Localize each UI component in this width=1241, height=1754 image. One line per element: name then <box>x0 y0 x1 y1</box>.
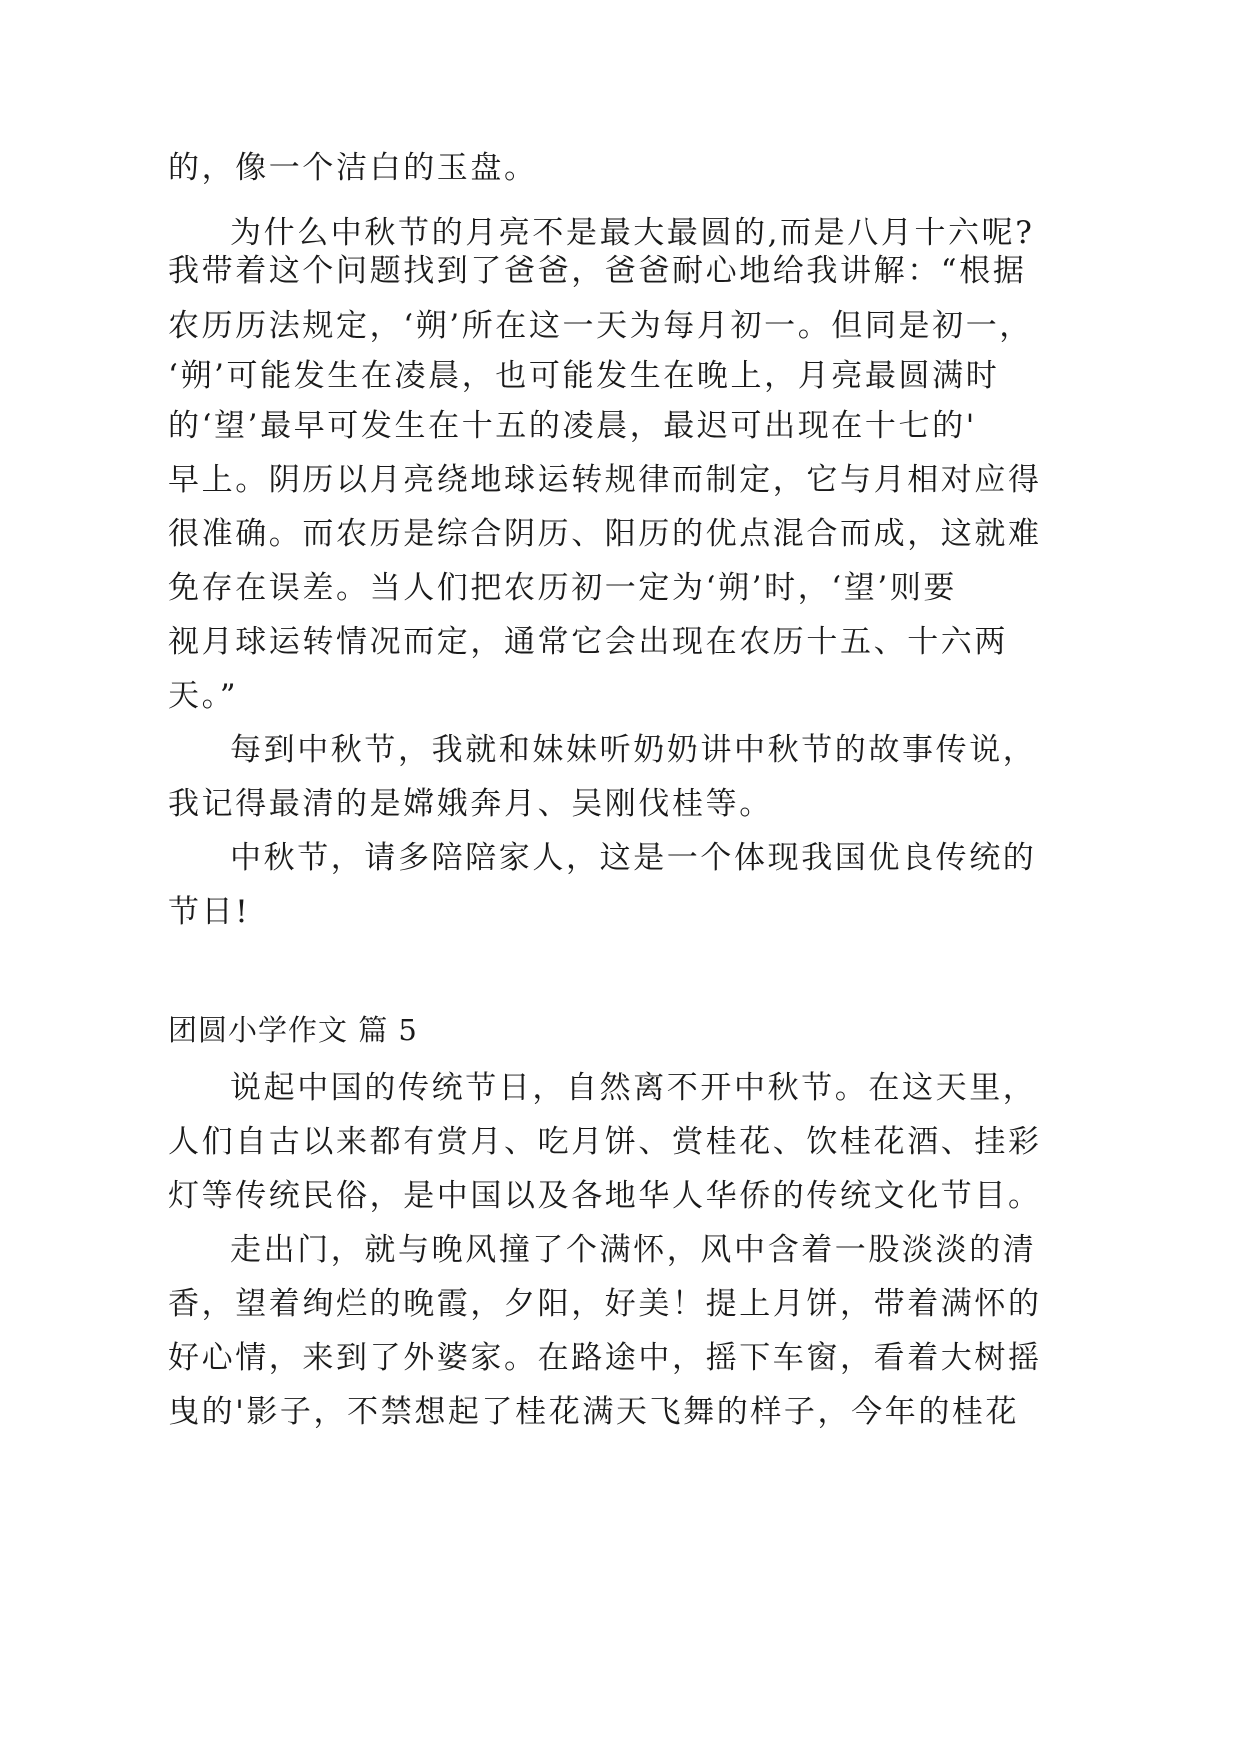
document-page: 的，像一个洁白的玉盘。 为什么中秋节的月亮不是最大最圆的,而是八月十六呢? 我带着这个问题找到了爸爸，爸爸耐心地给我讲解：“根据 农历历法规定，‘朔’所在这一天为每月初一。但同是初一， ‘朔’可能发生在凌晨，也可能发生在晚上，月亮最圆满时 的‘望’最早可发生在十五的凌晨，最迟可出现在十七的' 早上。阴历以月亮绕地球运转规律而制定，它与月相对应得 很准确。而农历是综合阴历、阳历的优点混合而成，这就难 免存在误差。当人们把农历初一定为‘朔’时，‘望’则要 视月球运转情况而定，通常它会出现在农历十五、十六两 天。” 每到中秋节，我就和妹妹听奶奶讲中秋节的故事传说， 我记得最清的是嫦娥奔月、吴刚伐桂等。 中秋节，请多陪陪家人，这是一个体现我国优良传统的 节日! 团圆小学作文 篇 5 说起中国的传统节日，自然离不开中秋节。在这天里， 人们自古以来都有赏月、吃月饼、赏桂花、饮桂花酒、挂彩 灯等传统民俗，是中国以及各地华人华侨的传统文化节目。 走出门，就与晚风撞了个满怀，风中含着一股淡淡的清 香，望着绚烂的晚霞，夕阳，好美！提上月饼，带着满怀的 好心情，来到了外婆家。在路途中，摇下车窗，看着大树摇 曳的'影子，不禁想起了桂花满天飞舞的样子，今年的桂花 <box>168 150 1042 1430</box>
